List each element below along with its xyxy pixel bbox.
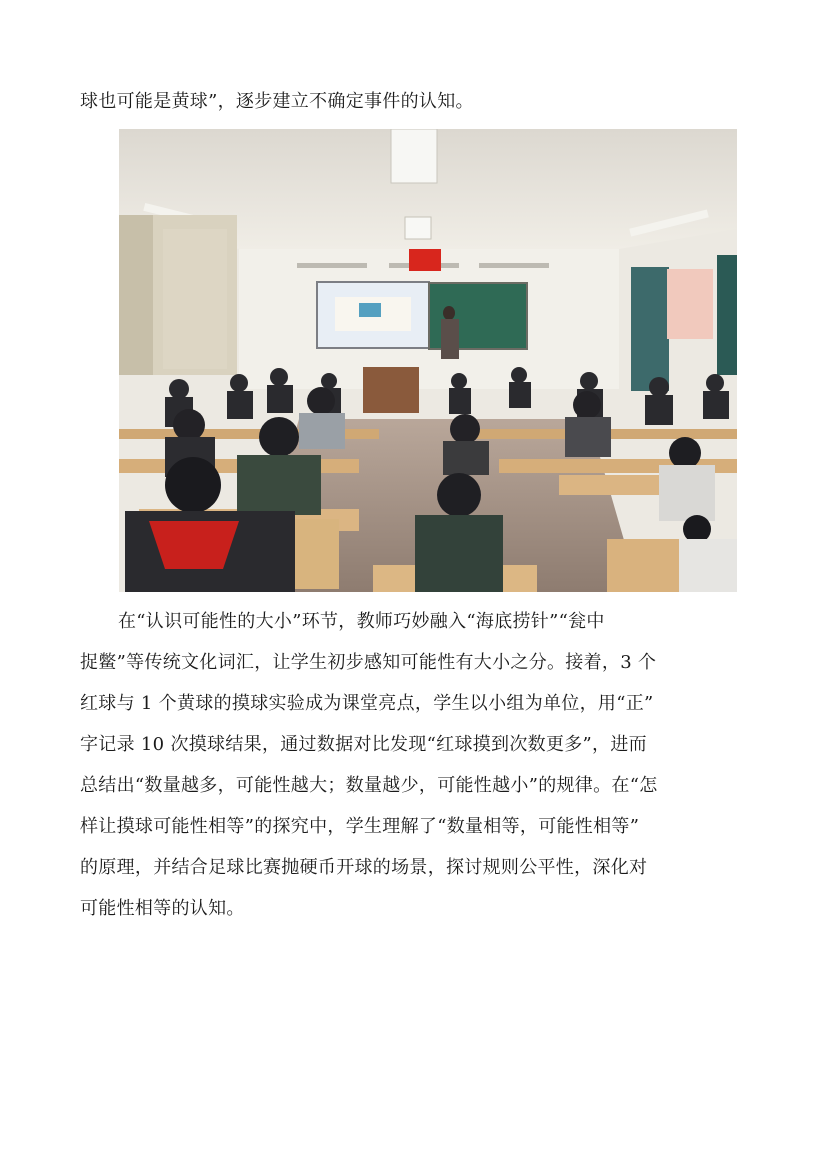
paragraph-line-7: 的原理，并结合足球比赛抛硬币开球的场景，探讨规则公平性，深化对 bbox=[80, 857, 648, 878]
national-flag-icon bbox=[409, 249, 441, 271]
paragraph-line-4: 字记录 10 次摸球结果，通过数据对比发现“红球摸到次数更多”，进而 bbox=[80, 734, 647, 755]
paragraph-line-6: 样让摸球可能性相等”的探究中，学生理解了“数量相等，可能性相等” bbox=[80, 816, 640, 837]
paragraph-line-5: 总结出“数量越多，可能性越大；数量越少，可能性越小”的规律。在“怎 bbox=[80, 775, 658, 796]
paragraph-line-2: 捉鳖”等传统文化词汇，让学生初步感知可能性有大小之分。接着，3 个 bbox=[80, 652, 657, 673]
paragraph-line-1: 在“认识可能性的大小”环节，教师巧妙融入“海底捞针”“瓮中 bbox=[118, 611, 605, 632]
text-line-top: 球也可能是黄球”，逐步建立不确定事件的认知。 bbox=[80, 91, 474, 112]
classroom-photo bbox=[119, 129, 737, 592]
paragraph-line-3: 红球与 1 个黄球的摸球实验成为课堂亮点，学生以小组为单位，用“正” bbox=[80, 693, 654, 714]
paragraph-line-8: 可能性相等的认知。 bbox=[80, 898, 245, 919]
